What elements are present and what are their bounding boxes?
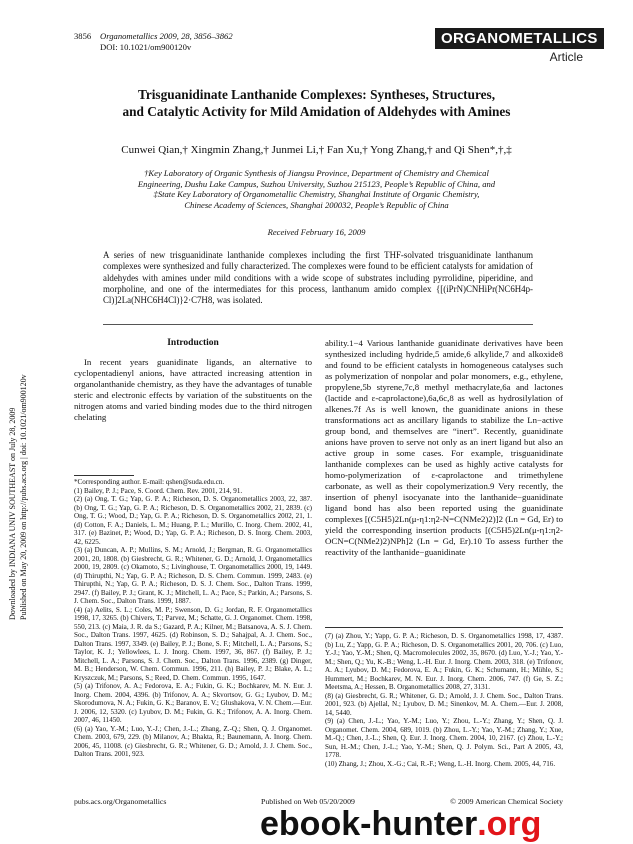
abstract: A series of new trisguanidinate lanthanide complexes including the first THF-solvated trisguanidinate lanthanum complexes were synthesized and fully characterized. The complexes were found to be efficient catalysts for amidation of aldehydes with amines under mild conditions with a wide scope of substrates including pyrrolidine, piperidine, and morpholine, and one of the intermediates for this process, lanthanum amido complex {[(iPrN)CNHiPr(NC6H4p-Cl)]2La(NHC6H4Cl)}2·C7H8, was isolated. [103, 250, 533, 306]
affiliation-line: †Key Laboratory of Organic Synthesis of Jiangsu Province, Department of Chemistry and Chemical [144, 168, 489, 178]
affiliations [60, 168, 573, 210]
watermark [260, 805, 600, 844]
footnote: (7) (a) Zhou, Y.; Yapp, G. P. A.; Richeson, D. S. Organometallics 1998, 17, 4387. (b) Lu, Z.; Yapp, G. P. A.; Richeson, D. S. Organometallics 2001, 20, 706. (c) Luo, Y.-J.; Yao, Y.-M.; Shen, Q. Macromolecules 2002, 35, 8670. (d) Luo, Y.-J.; Yao, Y.-M.; Shen, Q.; Yu, K.-B.; Weng, L.-H. Eur. J. Inorg. Chem. 2003, 318. (e) Trifonov, A. A.; Lyubov, D. M.; Fedorova, E. A.; Fukin, G. K.; Schumann, H.; Mühle, S.; Hummert, M.; Bochkarev, M. N. Eur. J. Inorg. Chem. 2006, 747. (f) Ge, S. Z.; Meetsma, A.; Hessen, B. Organometallics 2008, 27, 3131. [325, 632, 563, 691]
footnote: (9) (a) Chen, J.-L.; Yao, Y.-M.; Luo, Y.; Zhou, L.-Y.; Zhang, Y.; Shen, Q. J. Organomet. Chem. 2004, 689, 1019. (b) Zhou, L.-Y.; Yao, Y.-M.; Zhang, Y.; Xue, M.-Q.; Chen, J.-L.; Shen, Q. Eur. J. Inorg. Chem. 2004, 10, 2167. (c) Zhou, L.-Y.; Sun, H.-M.; Chen, J.-L.; Yao, Y.-M.; Shen, Q. J. Polym. Sci., Part A 2005, 43, 1778. [325, 717, 563, 759]
journal-citation: Organometallics 2009, 28, 3856–3862 [100, 31, 233, 41]
journal-logo [435, 28, 598, 68]
footnotes-left [74, 478, 312, 759]
affiliation-line: Engineering, Dushu Lake Campus, Suzhou University, Suzhou 215123, People’s Republic of China, and [137, 178, 496, 189]
abstract-divider [103, 324, 533, 325]
running-header [74, 31, 233, 53]
page-number: 3856 [74, 31, 92, 41]
footnote: (6) (a) Yao, Y.-M.; Luo, Y.-J.; Chen, J.-L.; Zhang, Z.-Q.; Shen, Q. J. Organomet. Chem. 2003, 679, 229. (b) Milanov, A.; Bhakta, R.; Baunemann, A. Inorg. Chem. 2006, 45, 11008. (c) Giesbrecht, G. R.; Whitener, G. D.; Arnold, J. J. Chem. Soc., Dalton Trans. 2001, 923. [74, 724, 312, 758]
received-date: Received February 16, 2009 [267, 227, 366, 237]
title-line: Trisguanidinate Lanthanide Complexes: Syntheses, Structures, [137, 87, 496, 102]
affiliation-line: ‡State Key Laboratory of Organometallic Chemistry, Shanghai Institute of Organic Chemistry, [153, 189, 480, 200]
footer-copyright: © 2009 American Chemical Society [450, 797, 563, 806]
download-line: Downloaded by INDIANA UNIV SOUTHEAST on July 28, 2009 [8, 407, 17, 620]
watermark-prefix: ebook-hunter [260, 805, 478, 843]
footnote: (5) (a) Trifonov, A. A.; Fedorova, E. A.; Fukin, G. K.; Bochkarev, M. N. Eur. J. Inorg. Chem. 2004, 4396. (b) Trifonov, A. A.; Skvortsov, G. G.; Lyubov, D. M.; Skorodumova, N. A.; Fukin, G. K.; Baranov, E. V.; Glushakova, V. N. Chem.—Eur. J. 2006, 12, 5320. (c) Lyubov, D. M.; Fukin, G. K.; Trifonov, A. A. Inorg. Chem. 2007, 46, 11450. [74, 682, 312, 724]
footnote: (1) Bailey, P. J.; Pace, S. Coord. Chem. Rev. 2001, 214, 91. [74, 486, 243, 495]
intro-right-column: ability.1−4 Various lanthanide guanidinate derivatives have been synthesized including hydride,5 amide,6 alkylide,7 and alkoxide8 and found to be efficient catalysts in homogeneous catalyses such as polymerization of nonpolar and polar monomers, e.g., ethylene, propylene,5b styrene,7c,8 methyl methacrylate,6a and lactones (lactide and ε-caprolactone),6a,6c,8 as well as hydrosilylation of alkenes.7f As is well known, the guanidinate anions in these transformations act as ancillary ligands to stabilize the Ln−active group bond, and themselves are “inert”. Recently, guanidinate anions have proven to serve not only as an inert ligand but also an active group in some cases. For example, trisguanidinate lanthanide complexes can be used as highly active catalysts for homo-polymerization of ε-caprolactone and trimethylene carbonate, as well as their copolymerization.9 Very recently, the insertion of phenyl isocyanate into the lanthanide−guanidinate ligand bond has also been reported using the guanidinate complexes [(C5H5)2Ln(μ-η1:η2-N=C(NMe2)2)]2 (Ln = Gd, Er) to yield the corresponding insertion products [(C5H5)2Ln(μ-η1:η2-OCN=C(NMe2)2)NPh]2 (Ln = Gd, Er).10 To assess further the reactivity of the lanthanide−guanidinate [325, 338, 563, 557]
footnote: (2) (a) Ong, T. G.; Yap, G. P. A.; Richeson, D. S. Organometallics 2003, 22, 387. (b) Ong, T. G.; Yap, G. P. A.; Richeson, D. S. Organometallics 2002, 21, 2839. (c) Ong, T. G.; Wood, D.; Yap, G. P. A.; Richeson, D. S. Organometallics 2002, 21, 1. (d) Cotton, F. A.; Daniels, L. M.; Huang, P. L.; Murillo, C. Inorg. Chem. 2002, 41, 317. (e) Bazinet, P.; Wood, D.; Yap, G. P. A.; Richeson, D. S. Inorg. Chem. 2003, 42, 6225. [74, 495, 312, 546]
article-type-label: Article [549, 50, 583, 64]
section-heading: Introduction [167, 338, 219, 348]
author-list: Cunwei Qian,† Xingmin Zhang,† Junmei Li,† Fan Xu,† Yong Zhang,† and Qi Shen*,†,‡ [121, 144, 512, 156]
title-line: and Catalytic Activity for Mild Amidation of Aldehydes with Amines [122, 103, 511, 119]
intro-left-column: In recent years guanidinate ligands, an alternative to cyclopentadienyl anions, have attracted increasing attention in organolanthanide chemistry, as they have the advantages of tunable steric and electronic effects by variation of the substituents on the nitrogen atoms and varied binding modes due to the third nitrogen chelating [74, 357, 312, 422]
watermark-suffix: .org [477, 805, 542, 843]
footer-url[interactable]: pubs.acs.org/Organometallics [74, 797, 167, 806]
doi[interactable]: DOI: 10.1021/om900120v [100, 42, 192, 52]
footnote: (4) (a) Aelits, S. L.; Coles, M. P.; Swenson, D. G.; Jordan, R. F. Organometallics 1998, 17, 3265. (b) Chivers, T.; Parvez, M.; Schatte, G. J. Organomet. Chem. 1998, 550, 213. (c) Maia, J. R. da S.; Gazard, P. A.; Kilner, M.; Batsanova, A. S. J. Chem. Soc., Dalton Trans. 1997, 4625. (d) Robinson, S. D.; Sahajpal, A. J. Chem. Soc., Dalton Trans. 1997, 3349. (e) Bailey, P. J.; Bone, S. F.; Mitchell, L. A.; Parsons, S.; Taylor, K. J.; Yellowlees, L. J. Inorg. Chem. 1997, 36, 867. (f) Bailey, P. J.; Mitchell, L. A.; Parsons, S. J. Chem. Soc., Dalton Trans. 1996, 2389. (g) Dinger, M. B.; Henderson, W. Chem. Commun. 1996, 211. (h) Bailey, P. J.; Blake, A. L.; Kryszczuk, M.; Parsons, S.; Reed, D. Chem. Commun. 1995, 1647. [74, 605, 312, 682]
download-stamp [6, 300, 76, 630]
footer-publish-date: Published on Web 05/20/2009 [261, 797, 355, 806]
article-title [60, 87, 573, 120]
footnote: (3) (a) Duncan, A. P.; Mullins, S. M.; Arnold, J.; Bergman, R. G. Organometallics 2001, 20, 1808. (b) Giesbrecht, G. R.; Whitener, G. D.; Arnold, J. Organometallics 2000, 19, 2809. (c) Okamoto, S.; Livinghouse, T. Organometallics 2000, 19, 1449. (d) Thirupthi, N.; Yap, G. P. A.; Richeson, D. S. Chem. Commun. 1999, 2483. (e) Thirupthi, N.; Yap, G. P. A.; Richeson, D. S. J. Chem. Soc., Dalton Trans. 1999, 2947. (f) Bailey, P. J.; Grant, K. J.; Mitchell, L. A.; Pace, S.; Parkin, A.; Parsons, S. J. Chem. Soc., Dalton Trans. 1999, 1887. [74, 546, 312, 605]
footnote-divider [74, 475, 134, 476]
footnote: *Corresponding author. E-mail: qshen@suda.edu.cn. [74, 478, 225, 486]
footnotes-right [325, 632, 563, 768]
footnote-divider [325, 627, 563, 628]
footnote: (8) (a) Giesbrecht, G. R.; Whitener, G. D.; Arnold, J. J. Chem. Soc., Dalton Trans. 2001, 923. (b) Ajellal, N.; Lyubov, D. M.; Sinenkov, M. A. Chem.—Eur. J. 2008, 14, 5440. [325, 691, 563, 717]
affiliation-line: Chinese Academy of Sciences, Shanghai 200032, People’s Republic of China [184, 199, 449, 210]
journal-logo-text: ORGANOMETALLICS [435, 28, 604, 49]
footnote: (10) Zhang, J.; Zhou, X.-G.; Cai, R.-F.; Weng, L.-H. Inorg. Chem. 2005, 44, 716. [325, 759, 556, 768]
published-line: Published on May 20, 2009 on http://pubs.acs.org | doi: 10.1021/om900120v [19, 374, 28, 620]
